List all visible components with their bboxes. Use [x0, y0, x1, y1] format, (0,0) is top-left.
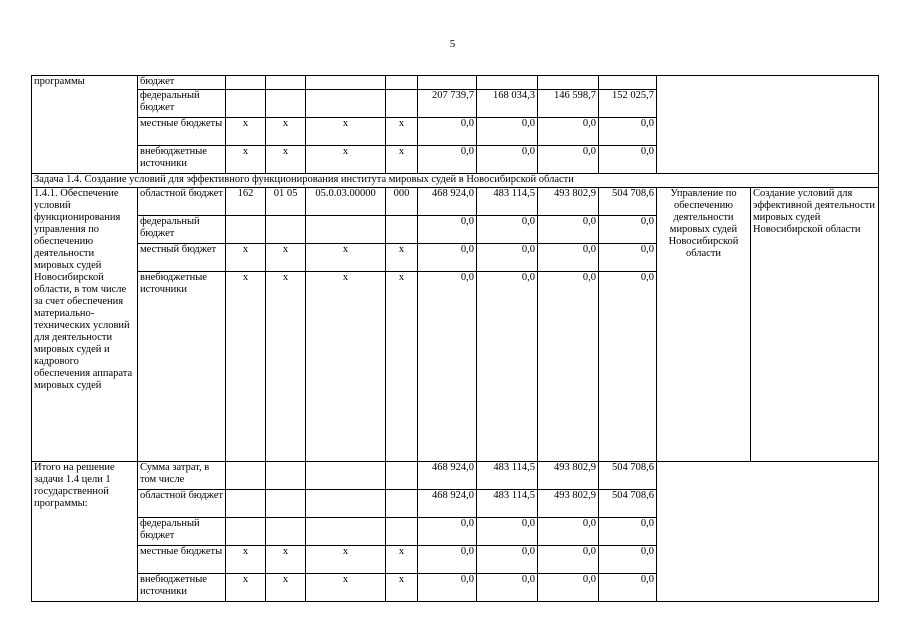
budget-code [306, 76, 386, 90]
amount-value: 0,0 [538, 518, 599, 546]
amount-value: 207 739,7 [418, 90, 477, 118]
amount-value: 0,0 [418, 244, 477, 272]
amount-value: 0,0 [599, 146, 657, 174]
section-label: программы [32, 76, 138, 174]
budget-code: х [266, 546, 306, 574]
amount-value: 493 802,9 [538, 490, 599, 518]
budget-code [386, 216, 418, 244]
amount-value: 0,0 [418, 216, 477, 244]
funding-source: областной бюджет [138, 188, 226, 216]
amount-value: 0,0 [538, 272, 599, 462]
funding-source: федеральный бюджет [138, 216, 226, 244]
amount-value: 483 114,5 [477, 462, 538, 490]
table-row [32, 76, 879, 90]
funding-source: внебюджетные источники [138, 146, 226, 174]
budget-code: х [386, 546, 418, 574]
budget-code [266, 76, 306, 90]
funding-source: местный бюджет [138, 244, 226, 272]
amount-value: 0,0 [418, 574, 477, 602]
budget-code: х [306, 574, 386, 602]
budget-code [306, 518, 386, 546]
amount-value: 0,0 [418, 118, 477, 146]
funding-source: федеральный бюджет [138, 90, 226, 118]
amount-value: 468 924,0 [418, 188, 477, 216]
budget-code [266, 90, 306, 118]
budget-code: х [386, 118, 418, 146]
budget-code: х [306, 546, 386, 574]
budget-code [266, 462, 306, 490]
amount-value: 493 802,9 [538, 188, 599, 216]
budget-code: х [266, 146, 306, 174]
budget-code [266, 490, 306, 518]
budget-code: х [226, 272, 266, 462]
amount-value: 468 924,0 [418, 490, 477, 518]
amount-value: 0,0 [599, 518, 657, 546]
amount-value: 152 025,7 [599, 90, 657, 118]
budget-code: х [226, 546, 266, 574]
budget-code: х [386, 146, 418, 174]
funding-source: федеральный бюджет [138, 518, 226, 546]
amount-value: 0,0 [599, 546, 657, 574]
funding-source: областной бюджет [138, 490, 226, 518]
budget-code [386, 76, 418, 90]
amount-value: 504 708,6 [599, 462, 657, 490]
budget-code [226, 462, 266, 490]
empty-cell [657, 462, 879, 602]
amount-value: 0,0 [418, 272, 477, 462]
amount-value [477, 76, 538, 90]
amount-value: 468 924,0 [418, 462, 477, 490]
amount-value: 0,0 [477, 146, 538, 174]
amount-value: 0,0 [538, 146, 599, 174]
amount-value: 0,0 [477, 546, 538, 574]
amount-value: 0,0 [418, 546, 477, 574]
budget-code: х [306, 146, 386, 174]
amount-value: 504 708,6 [599, 490, 657, 518]
budget-code [226, 216, 266, 244]
task-title: Задача 1.4. Создание условий для эффективного функционирования института мировых судей в Новосибирской области [32, 174, 879, 188]
funding-source: бюджет [138, 76, 226, 90]
budget-code [226, 490, 266, 518]
budget-code [386, 490, 418, 518]
amount-value: 146 598,7 [538, 90, 599, 118]
budget-code: х [386, 272, 418, 462]
total-label: Итого на решение задачи 1.4 цели 1 государственной программы: [32, 462, 138, 602]
amount-value: 483 114,5 [477, 490, 538, 518]
budget-code: х [386, 244, 418, 272]
budget-code: х [266, 272, 306, 462]
amount-value: 0,0 [538, 118, 599, 146]
budget-code: х [306, 244, 386, 272]
budget-code: х [226, 244, 266, 272]
funding-source: Сумма затрат, в том числе [138, 462, 226, 490]
budget-code: х [306, 118, 386, 146]
table-row [32, 188, 879, 216]
funding-source: местные бюджеты [138, 546, 226, 574]
budget-code [226, 518, 266, 546]
amount-value: 0,0 [538, 574, 599, 602]
amount-value: 483 114,5 [477, 188, 538, 216]
program-table [31, 75, 879, 602]
budget-code [386, 462, 418, 490]
amount-value: 493 802,9 [538, 462, 599, 490]
amount-value: 0,0 [599, 118, 657, 146]
budget-code: х [226, 574, 266, 602]
funding-source: местные бюджеты [138, 118, 226, 146]
amount-value: 0,0 [599, 574, 657, 602]
budget-code [266, 216, 306, 244]
budget-code: х [306, 272, 386, 462]
budget-code: х [226, 118, 266, 146]
budget-code [386, 518, 418, 546]
budget-code [226, 90, 266, 118]
amount-value: 0,0 [538, 216, 599, 244]
amount-value: 0,0 [418, 518, 477, 546]
amount-value: 0,0 [477, 272, 538, 462]
amount-value: 0,0 [477, 574, 538, 602]
amount-value: 0,0 [477, 118, 538, 146]
budget-code: х [266, 574, 306, 602]
amount-value: 0,0 [599, 272, 657, 462]
amount-value: 0,0 [477, 216, 538, 244]
budget-code: х [266, 118, 306, 146]
amount-value: 0,0 [418, 146, 477, 174]
program-table-body [32, 76, 879, 602]
measure-name: 1.4.1. Обеспечение условий функционирования управления по обеспечению деятельности мировых судей Новосибирской области, в том числе за счет обеспечения материально-технических условий для деятельности мировых судей и кадрового обеспечения аппарата мировых судей [32, 188, 138, 462]
page-number: 5 [449, 38, 456, 50]
responsible-executor: Управление по обеспечению деятельности мировых судей Новосибирской области [657, 188, 751, 462]
budget-code [386, 90, 418, 118]
budget-code [306, 90, 386, 118]
budget-code [306, 490, 386, 518]
budget-code [226, 76, 266, 90]
budget-code [306, 216, 386, 244]
amount-value [538, 76, 599, 90]
empty-cell [657, 76, 879, 174]
expected-result: Создание условий для эффективной деятельности мировых судей Новосибирской области [751, 188, 879, 462]
budget-code [306, 462, 386, 490]
table-row [32, 462, 879, 490]
amount-value [418, 76, 477, 90]
amount-value: 168 034,3 [477, 90, 538, 118]
amount-value [599, 76, 657, 90]
budget-code: 05.0.03.00000 [306, 188, 386, 216]
budget-code: 162 [226, 188, 266, 216]
amount-value: 0,0 [538, 244, 599, 272]
budget-code: х [226, 146, 266, 174]
table-row [32, 174, 879, 188]
amount-value: 504 708,6 [599, 188, 657, 216]
budget-code: х [386, 574, 418, 602]
amount-value: 0,0 [477, 244, 538, 272]
budget-code: 01 05 [266, 188, 306, 216]
amount-value: 0,0 [538, 546, 599, 574]
amount-value: 0,0 [599, 244, 657, 272]
funding-source: внебюджетные источники [138, 272, 226, 462]
budget-code [266, 518, 306, 546]
funding-source: внебюджетные источники [138, 574, 226, 602]
amount-value: 0,0 [599, 216, 657, 244]
budget-code: 000 [386, 188, 418, 216]
amount-value: 0,0 [477, 518, 538, 546]
budget-code: х [266, 244, 306, 272]
